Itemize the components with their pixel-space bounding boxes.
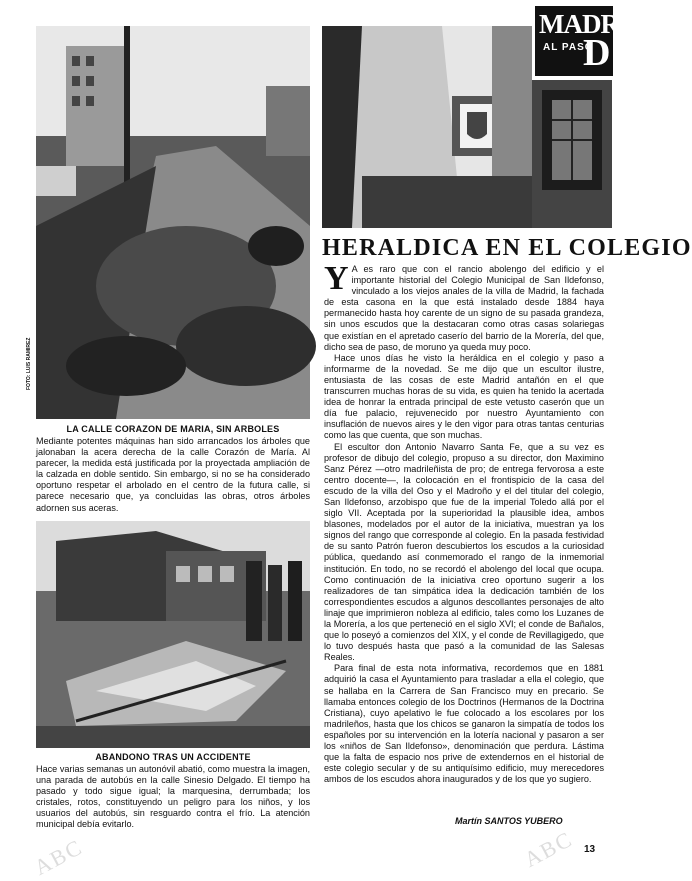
watermark: ABC [30,833,87,881]
photo2-caption: ABANDONO TRAS UN ACCIDENTE [95,752,251,762]
photo2-text: Hace varias semanas un autonóvil abatió, como muestra la imagen, una parada de autobús en la calle Sinesio Delgado. El tiempo ha pasado y todo sigue igual; la marquesina, derrumbada; los cristales, rotos, constituyendo un peligro para los niños, y los usuarios del autobús, sin resguardo contra el frío. La atención municipal debía evitarlo. [36,764,310,830]
photo1-text: Mediante potentes máquinas han sido arrancados los árboles que jalonaban la acera derecha de la calle Corazón de María. Al parecer, la medida está justificada por la proyectada ampliación de la calzada en doble sentido. Sin embargo, si no se ha considerado oportuno respetar el arbolado en el centro de la futura calle, si parece necesario que, ya concluidas las obras, otros árboles adornen sus aceras. [36,436,310,513]
photo-credit: FOTO: LUIS RAMIREZ [26,337,32,390]
madrid-al-paso-logo: MADRID AL PASO D [535,6,613,76]
accident-photo [36,521,310,748]
colegio-facade-photo [322,26,532,228]
photo1-caption: LA CALLE CORAZON DE MARIA, SIN ARBOLES [66,424,280,434]
street-photo [36,26,310,419]
page-number: 13 [584,844,596,855]
dropcap: Y [324,260,349,297]
article-body: Y A es raro que con el rancio abolengo del edificio y el importante historial del Colegio Municipal de San Ildefonso, vinculado a los viejos anales de la villa de Madrid, la fachada de esta casona en la que está instalado desde 1884 haya permanecido hasta hoy carente de un signo de su pasada grandeza, sin unos escudos que la destacaran como otras casas solariegas que existían en el apretado caserío del barrio de la Morería, del que, dicho sea de paso, de moruno ya queda muy poco. Hace unos días he visto la heráldica en el colegio y paso a informarme de la novedad. Se me dijo que un escultor ilustre, entusiasta de las cosas de este Madrid antañón en el que transcurren muchas horas de su vida, es quien ha tenido la acertada idea de honrar la entrada principal de este vetusto caserón que un día fue palacio, rejuvenecido por nuestro Ayuntamiento con insuflación de nuevos aires y le den vigor para otras tantas centurias como las que cuenta, que son muchas. El escultor don Antonio Navarro Santa Fe, que a su vez es profesor de dibujo del colegio, propuso a su director, don Maximino Sanz Pérez —otro madrileñista de pro; de entrega fervorosa a este centro docente—, la colocación en el frontispicio de la casa del escudo de la villa del Oso y el Madroño y el del titular del colegio, San Ildefonso, arzobispo que fue de la imperial Toledo allá por el siglo VII. Aceptada por la superioridad la plausible idea, ambos blasones, modelados por el autor de la iniciativa, muestran ya los signos del rango que corresponde al colegio. En la pasada festividad de su santo Patrón fueron descubiertos los escudos a la curiosidad pública, quedando así conmemorado el rango de la inmemorial institución. En todo, no se recordó el abolengo del local que ocupa. Como continuación de la iniciativa creo oportuno sugerir a los realizadores de tan simpática idea la dedicación también de los correspondientes escudos a algunos descollantes personajes de alto linaje que imprimieron nobleza al edificio, tales como los Luzanes de la Morería, a los que perteneció en el siglo XVI; el conde de Bañalos, que lo poseyó a comienzos del XIX, y el conde de Revillagigedo, que lo tuvo después hasta que pasó a la comunidad de las Salesas Reales. Para final de esta nota informativa, recordemos que en 1881 adquirió la casa el Ayuntamiento para trasladar a ella el colegio, que se hallaba en la Carrera de San Francisco muy en precario. Se llamaba entonces colegio de los Doctrinos (Hermanos de la Doctrina Cristiana), cuyo apelativo le fue colocado a los escolares por los madrileños, hasta que los chicos se ganaron la simpatía de todos los españoles por su intervención en la lotería nacional y pasaron a ser los «niños de San Ildefonso», denominación que perdura. Lástima que la falta de espacio nos prive de extendernos en el historial de este colegio secular y de su antiquísimo edificio, muy merecedores ambos de los escudos ahora inaugurados y de los que yo sugiero. [324,260,604,785]
facade-photo-right [532,80,612,228]
author-signature: Martín SANTOS YUBERO [455,816,563,826]
watermark: ABC [520,825,577,873]
article-headline: HERALDICA EN EL COLEGIO [322,235,692,261]
